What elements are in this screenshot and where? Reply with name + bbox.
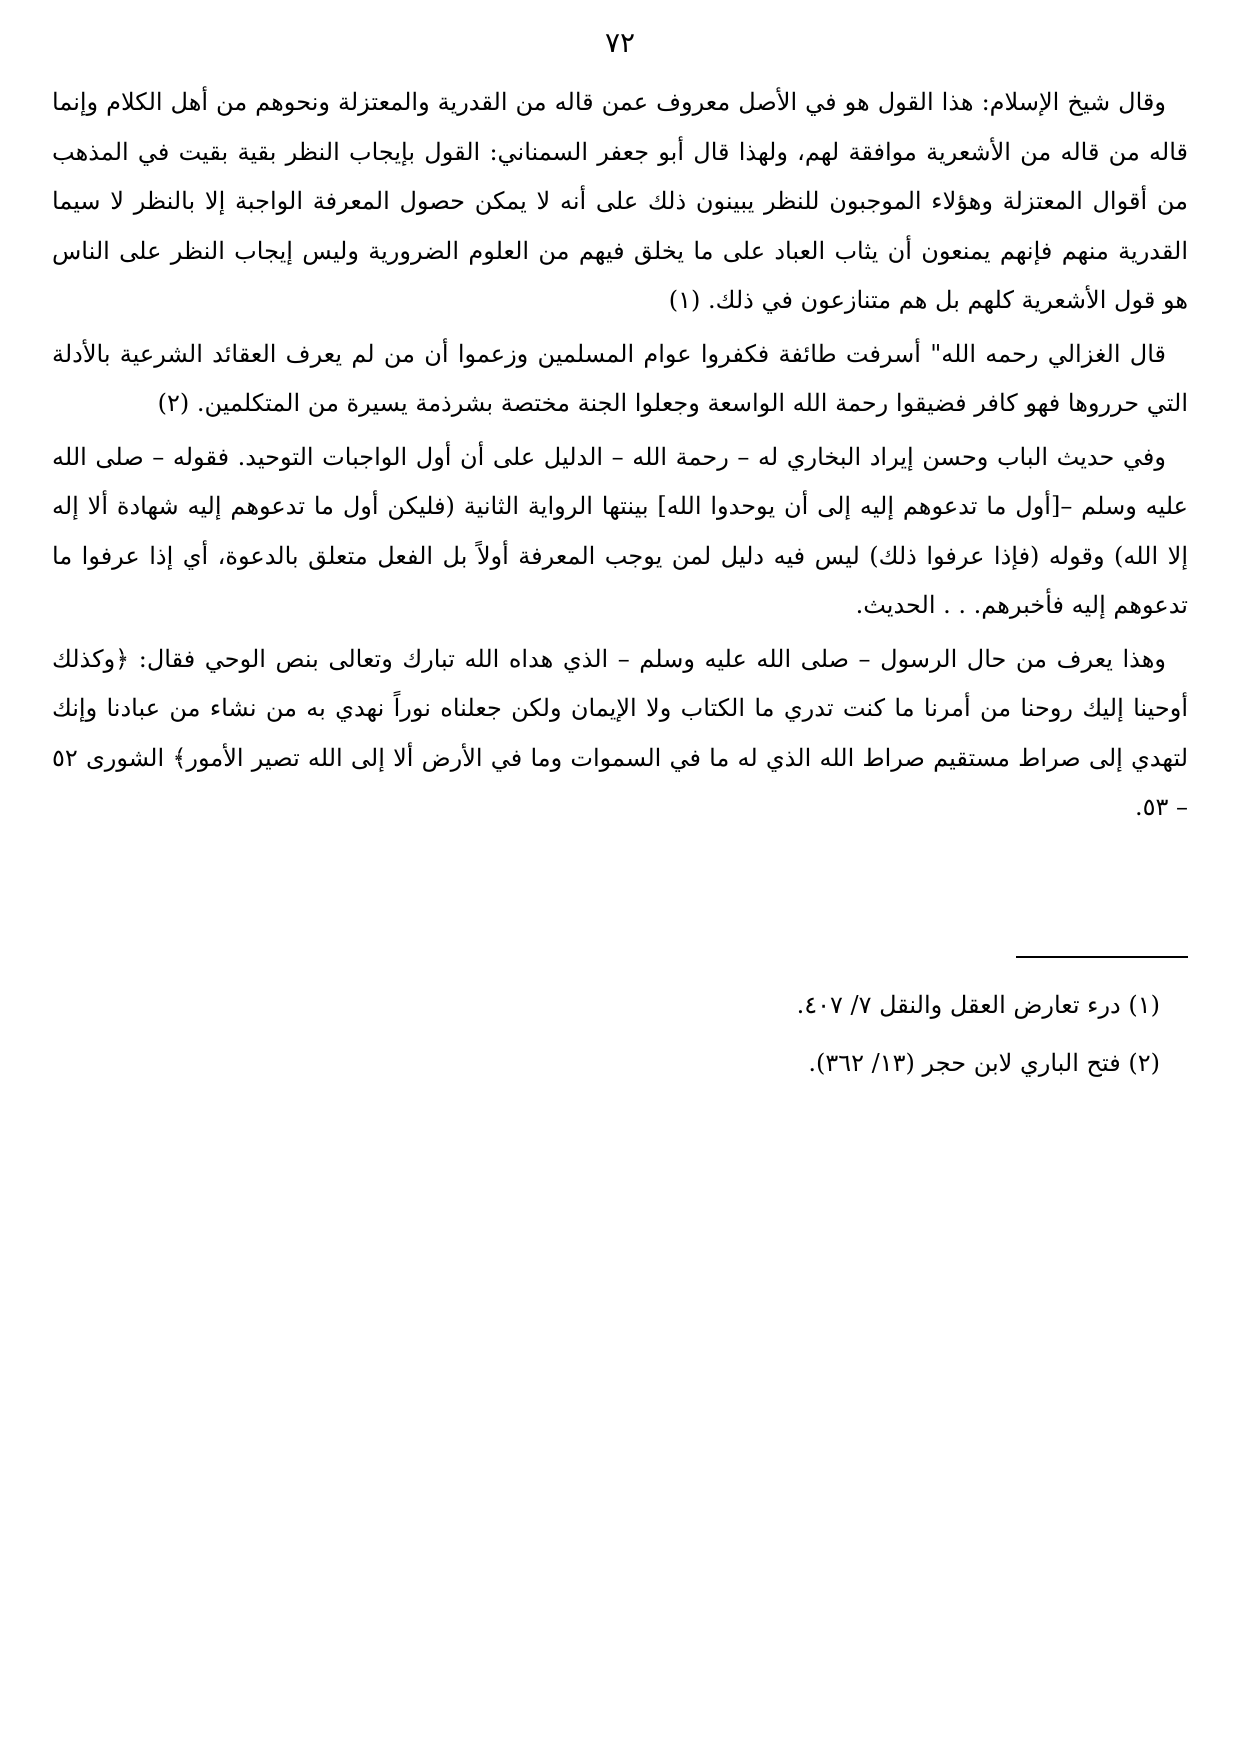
footnote-1: (١) درء تعارض العقل والنقل ٧/ ٤٠٧. [796,991,1160,1019]
main-text [52,78,1188,837]
paragraph-ghazali-quote: قال الغزالي رحمه الله" أسرفت طائفة فكفروا عوام المسلمين وزعموا أن من لم يعرف العقائد الشرعية بالأدلة التي حرروها فهو كافر فضيقوا رحمة الله الواسعة وجعلوا الجنة مختصة بشرذمة يسيرة من المتكلمين. (٢) [52,339,1188,417]
footnote-divider [1016,956,1188,958]
paragraph-quran-citation: وهذا يعرف من حال الرسول – صلى الله عليه وسلم – الذي هداه الله تبارك وتعالى بنص الوحي فقال: ﴿وكذلك أوحينا إليك روحنا من أمرنا ما كنت تدري ما الكتاب ولا الإيمان ولكن جعلناه نوراً نهدي به من نشاء من عبادنا وإنك لتهدي إلى صراط مستقيم صراط الله الذي له ما في السموات وما في الأرض ألا إلى الله تصير الأمور﴾ الشورى ٥٢ – ٥٣. [52,644,1189,821]
paragraph-ibn-taymiyyah-quote: وقال شيخ الإسلام: هذا القول هو في الأصل معروف عمن قاله من القدرية والمعتزلة ونحوهم من أهل الكلام وإنما قاله من قاله من الأشعرية موافقة لهم، ولهذا قال أبو جعفر السمناني: القول بإيجاب النظر بقية بقيت في المذهب من أقوال المعتزلة وهؤلاء الموجبون للنظر يبينون ذلك على أنه لا يمكن حصول المعرفة الواجبة إلا بالنظر لا سيما القدرية منهم فإنهم يمنعون أن يثاب العباد على ما يخلق فيهم من العلوم الضرورية وليس إيجاب النظر على الناس هو قول الأشعرية كلهم بل هم متنازعون في ذلك. (١) [52,88,1189,314]
page-number: ٧٢ [604,26,636,59]
footnote-2: (٢) فتح الباري لابن حجر (١٣/ ٣٦٢). [808,1049,1160,1077]
paragraph-hadith-commentary: وفي حديث الباب وحسن إيراد البخاري له – رحمة الله – الدليل على أن أول الواجبات التوحيد. فقوله – صلى الله عليه وسلم –[أول ما تدعوهم إليه إلى أن يوحدوا الله] بينتها الرواية الثانية (فليكن أول ما تدعوهم إليه شهادة ألا إله إلا الله) وقوله (فإذا عرفوا ذلك) ليس فيه دليل لمن يوجب المعرفة أولاً بل الفعل متعلق بالدعوة، أي إذا عرفوا ما تدعوهم إليه فأخبرهم. . . الحديث. [52,442,1189,619]
footnotes [52,976,1160,1092]
